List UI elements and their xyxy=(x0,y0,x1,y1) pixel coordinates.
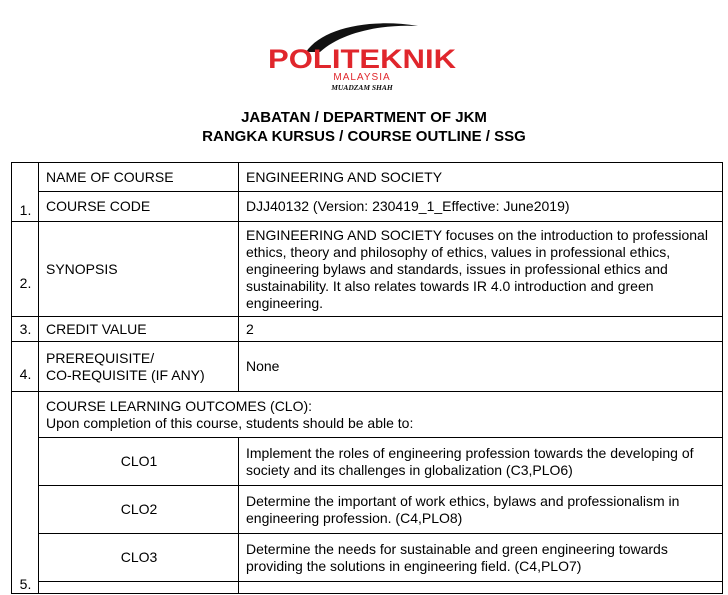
name-of-course-label: NAME OF COURSE xyxy=(39,163,239,192)
row-number: 4. xyxy=(12,342,39,392)
clo-heading xyxy=(39,392,723,438)
row-number: 3. xyxy=(12,317,39,342)
prerequisite-label xyxy=(39,342,239,392)
clo-text: Determine the important of work ethics, bylaws and professionalism in engineering profession. (C4,PLO8) xyxy=(239,486,723,534)
clo-row xyxy=(12,486,723,534)
cut-cell xyxy=(39,582,239,594)
course-code-label: COURSE CODE xyxy=(39,192,239,222)
clo-label: CLO2 xyxy=(39,486,239,534)
course-outline-table xyxy=(11,162,723,594)
clo-title: COURSE LEARNING OUTCOMES (CLO): xyxy=(46,397,313,414)
row-number: 5. xyxy=(12,392,39,594)
row-synopsis xyxy=(12,222,723,317)
clo-text: Implement the roles of engineering profession towards the developing of society and its challenges in globalization (C3,PLO6) xyxy=(239,438,723,486)
prerequisite-value: None xyxy=(239,342,723,392)
course-code-value: DJJ40132 (Version: 230419_1_Effective: June2019) xyxy=(239,192,723,222)
logo-country: MALAYSIA xyxy=(333,72,391,83)
prerequisite-label-line1: PREREQUISITE/ xyxy=(46,349,155,366)
synopsis-label: SYNOPSIS xyxy=(39,222,239,317)
row-number: 1. xyxy=(12,163,39,222)
row-credit-value xyxy=(12,317,723,342)
row-name-of-course xyxy=(12,163,723,192)
synopsis-value: ENGINEERING AND SOCIETY focuses on the introduction to professional ethics, theory and philosophy of ethics, values in professional ethics, engineering bylaws and standards, issues in professional ethics and sustainability. It also relates towards IR 4.0 introduction and green engineering. xyxy=(239,222,723,317)
course-outline-title: RANGKA KURSUS / COURSE OUTLINE / SSG xyxy=(202,128,526,145)
clo-text: Determine the needs for sustainable and green engineering towards providing the solutions in engineering field. (C4,PLO7) xyxy=(239,534,723,582)
clo-row xyxy=(12,534,723,582)
department-title: JABATAN / DEPARTMENT OF JKM xyxy=(241,109,487,126)
politeknik-logo xyxy=(262,16,462,94)
row-clo-heading xyxy=(12,392,723,438)
logo-campus: MUADZAM SHAH xyxy=(331,83,393,92)
clo-row xyxy=(12,438,723,486)
clo-intro: Upon completion of this course, students should be able to: xyxy=(46,414,414,431)
row-number: 2. xyxy=(12,222,39,317)
name-of-course-value: ENGINEERING AND SOCIETY xyxy=(239,163,723,192)
row-course-code xyxy=(12,192,723,222)
clo-label: CLO1 xyxy=(39,438,239,486)
credit-value-label: CREDIT VALUE xyxy=(39,317,239,342)
row-prerequisite xyxy=(12,342,723,392)
logo-brand: POLITEKNIK xyxy=(268,44,457,74)
prerequisite-label-line2: CO-REQUISITE (IF ANY) xyxy=(46,366,205,383)
credit-value-value: 2 xyxy=(239,317,723,342)
logo-graphic xyxy=(262,16,462,94)
cut-cell xyxy=(239,582,723,594)
clo-label: CLO3 xyxy=(39,534,239,582)
clo-row-cut xyxy=(12,582,723,594)
